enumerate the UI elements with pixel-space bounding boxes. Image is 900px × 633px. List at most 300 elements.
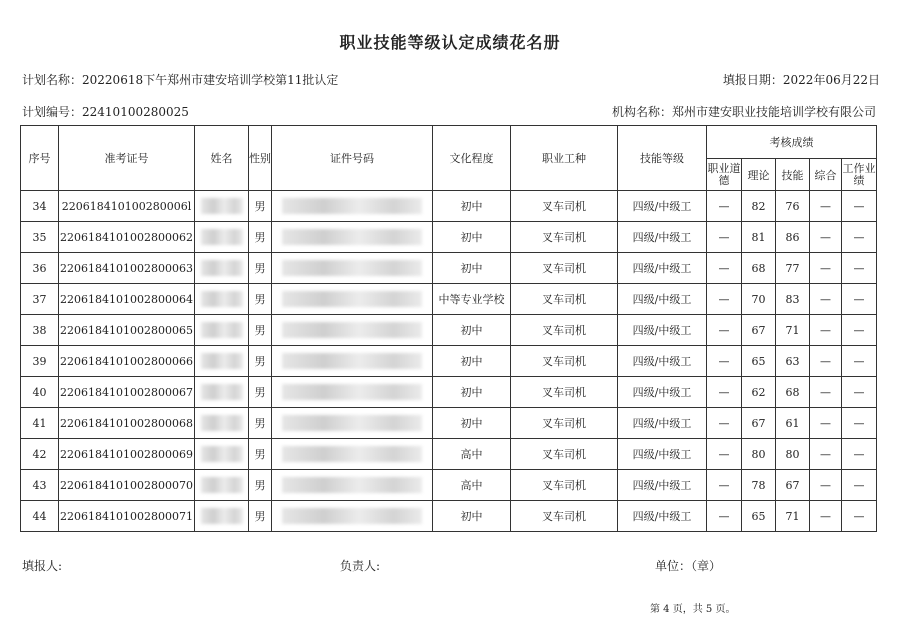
plan-number-label: 计划编号： [22,105,83,119]
cell-skill-level-text: 四级/中级工 [632,386,692,399]
cell-comprehensive-text: — [820,354,831,368]
header-occupation: 职业工种 [511,126,618,191]
header-skill-level: 技能等级 [618,126,707,191]
cell-work-performance [842,284,877,315]
table-row [21,284,877,315]
redacted-name [201,353,243,369]
table-row [21,408,877,439]
cell-name [195,439,249,470]
cell-work-performance-text: — [853,447,865,461]
cell-work-performance [842,253,877,284]
document-title: 职业技能等级认定成绩花名册 [339,33,561,52]
cell-id-no [272,284,433,315]
cell-skill [776,439,810,470]
cell-seq-text: 37 [32,292,47,306]
cell-exam-no [59,377,195,408]
cell-seq [21,253,59,284]
cell-gender [249,191,272,222]
cell-occupation [511,470,618,501]
cell-work-performance-text: — [853,478,865,492]
cell-ethics [707,253,742,284]
cell-exam-no-text: 2206184101002800069 [60,447,193,461]
cell-theory-text: 70 [751,292,766,306]
organization-value: 郑州市建安职业技能培训学校有限公司 [671,105,876,119]
cell-id-no [272,408,433,439]
header-gender: 性别 [249,126,272,191]
cell-gender [249,315,272,346]
cell-occupation [511,408,618,439]
cell-comprehensive-text: — [820,230,831,244]
cell-exam-no [59,222,195,253]
cell-education [433,501,511,532]
cell-name [195,470,249,501]
cell-theory-text: 65 [751,509,766,523]
cell-comprehensive [810,191,842,222]
cell-education [433,439,511,470]
cell-skill-level-text: 四级/中级工 [632,479,692,492]
cell-ethics [707,222,742,253]
cell-comprehensive-text: — [820,292,831,306]
cell-skill-level [618,439,707,470]
cell-exam-no [59,253,195,284]
cell-exam-no [59,470,195,501]
cell-ethics-text: — [718,447,730,461]
redacted-id [282,384,422,400]
cell-name [195,315,249,346]
cell-education-text: 初中 [460,417,483,430]
cell-comprehensive-text: — [820,509,831,523]
cell-occupation-text: 叉车司机 [542,200,586,213]
cell-education-text: 初中 [460,200,483,213]
responsible-signature: 负责人: [340,559,381,573]
cell-name [195,191,249,222]
plan-name-value: 20220618下午郑州市建安培训学校第11批认定 [82,73,339,87]
cell-ethics-text: — [718,323,730,337]
cell-id-no [272,315,433,346]
cell-theory-text: 67 [751,323,766,337]
cell-comprehensive-text: — [820,385,831,399]
cell-comprehensive [810,315,842,346]
cell-education [433,222,511,253]
cell-ethics [707,191,742,222]
header-ethics: 职业道德 [707,159,742,191]
redacted-id [282,353,422,369]
cell-education [433,191,511,222]
cell-education-text: 高中 [460,448,483,461]
cell-theory-text: 82 [751,199,766,213]
cell-skill-text: 83 [785,292,800,306]
header-comprehensive: 综合 [810,159,842,191]
cell-education-text: 初中 [460,386,483,399]
cell-seq [21,222,59,253]
redacted-id [282,415,422,431]
cell-gender-text: 男 [254,417,266,430]
cell-occupation [511,253,618,284]
cell-gender-text: 男 [254,479,266,492]
cell-skill-level-text: 四级/中级工 [632,324,692,337]
cell-work-performance [842,439,877,470]
cell-gender [249,284,272,315]
cell-skill-level [618,191,707,222]
cell-work-performance-text: — [853,292,865,306]
cell-seq [21,346,59,377]
cell-ethics [707,408,742,439]
cell-seq [21,470,59,501]
cell-education-text: 高中 [460,479,483,492]
cell-skill-level [618,346,707,377]
cell-education-text: 初中 [460,231,483,244]
cell-gender-text: 男 [254,293,266,306]
header-scores-group: 考核成绩 [707,126,877,159]
cell-ethics-text: — [718,292,730,306]
cell-occupation [511,501,618,532]
cell-education [433,315,511,346]
cell-occupation-text: 叉车司机 [542,386,586,399]
cell-theory [742,470,776,501]
plan-name [22,71,338,88]
cell-seq-text: 39 [32,354,47,368]
cell-exam-no [59,346,195,377]
cell-skill-text: 71 [785,509,800,523]
cell-skill-level-text: 四级/中级工 [632,355,692,368]
header-seq: 序号 [21,126,59,191]
cell-occupation [511,284,618,315]
cell-occupation-text: 叉车司机 [542,355,586,368]
table-row [21,191,877,222]
cell-skill-text: 61 [785,416,800,430]
cell-education-text: 初中 [460,355,483,368]
cell-occupation-text: 叉车司机 [542,262,586,275]
cell-skill-level-text: 四级/中级工 [632,200,692,213]
cell-comprehensive-text: — [820,261,831,275]
table-row [21,501,877,532]
cell-work-performance [842,408,877,439]
redacted-name [201,260,243,276]
cell-ethics [707,284,742,315]
report-date-value: 2022年06月22日 [782,73,880,87]
cell-exam-no [59,408,195,439]
cell-skill-level [618,284,707,315]
redacted-name [201,384,243,400]
cell-education [433,408,511,439]
cell-seq-text: 40 [32,385,47,399]
cell-seq-text: 43 [32,478,47,492]
cell-gender-text: 男 [254,386,266,399]
cell-theory [742,377,776,408]
cell-work-performance-text: — [853,416,865,430]
cell-skill-level [618,408,707,439]
redacted-id [282,477,422,493]
cell-comprehensive-text: — [820,478,831,492]
cell-skill [776,191,810,222]
cell-exam-no [59,284,195,315]
cell-seq [21,284,59,315]
cell-skill-level-text: 四级/中级工 [632,448,692,461]
cell-occupation-text: 叉车司机 [542,324,586,337]
cell-gender [249,439,272,470]
cell-occupation [511,315,618,346]
cell-theory-text: 65 [751,354,766,368]
cell-skill [776,253,810,284]
redacted-name [201,291,243,307]
cell-skill-level [618,470,707,501]
cell-theory-text: 80 [751,447,766,461]
cell-gender [249,222,272,253]
cell-ethics [707,346,742,377]
cell-work-performance-text: — [853,354,865,368]
cell-ethics-text: — [718,199,730,213]
organization-label: 机构名称： [611,105,672,119]
table-row [21,315,877,346]
cell-ethics-text: — [718,385,730,399]
cell-gender-text: 男 [254,510,266,523]
cell-ethics [707,501,742,532]
redacted-id [282,446,422,462]
cell-work-performance [842,222,877,253]
cell-name [195,408,249,439]
cell-comprehensive [810,253,842,284]
cell-exam-no-text: 2206184101002800068 [60,416,193,430]
cell-seq [21,408,59,439]
cell-name [195,346,249,377]
cell-work-performance [842,470,877,501]
cell-work-performance-text: — [853,323,865,337]
redacted-name [201,446,243,462]
cell-comprehensive [810,470,842,501]
cell-ethics-text: — [718,354,730,368]
table-row [21,470,877,501]
cell-skill-level-text: 四级/中级工 [632,417,692,430]
cell-skill-level-text: 四级/中级工 [632,293,692,306]
table-row [21,377,877,408]
cell-skill-text: 71 [785,323,800,337]
redacted-id [282,260,422,276]
cell-name [195,222,249,253]
cell-education [433,253,511,284]
plan-number-value: 22410100280025 [82,105,189,119]
cell-education [433,284,511,315]
cell-exam-no [59,439,195,470]
redacted-name [201,322,243,338]
cell-skill-text: 77 [785,261,800,275]
cell-exam-no-text: 2206184101002800070 [60,478,193,492]
filler-signature: 填报人: [22,559,63,573]
cell-work-performance-text: — [853,261,865,275]
cell-work-performance-text: — [853,230,865,244]
cell-work-performance [842,377,877,408]
cell-education-text: 初中 [460,262,483,275]
unit-stamp: 单位：（章） [655,559,722,573]
cell-gender-text: 男 [254,448,266,461]
redacted-name [201,477,243,493]
cell-work-performance [842,346,877,377]
cell-comprehensive [810,346,842,377]
redacted-name [201,415,243,431]
cell-name [195,284,249,315]
cell-skill-text: 63 [785,354,800,368]
cell-gender [249,408,272,439]
cell-name [195,253,249,284]
cell-work-performance [842,191,877,222]
cell-seq-text: 41 [32,416,47,430]
cell-comprehensive [810,377,842,408]
cell-skill-text: 80 [785,447,800,461]
header-skill: 技能 [776,159,810,191]
table-row [21,439,877,470]
cell-theory [742,439,776,470]
cell-gender [249,470,272,501]
cell-exam-no [59,191,195,222]
cell-ethics-text: — [718,478,730,492]
redacted-name [201,198,243,214]
cell-skill-text: 68 [785,385,800,399]
cell-gender [249,346,272,377]
cell-exam-no-text: 2206184101002800064 [60,292,193,306]
cell-education [433,470,511,501]
header-work-performance: 工作业绩 [842,159,877,191]
cell-skill [776,470,810,501]
cell-occupation [511,346,618,377]
cell-skill-level [618,501,707,532]
cell-id-no [272,377,433,408]
cell-skill-level [618,253,707,284]
cell-theory [742,346,776,377]
cell-exam-no-text: 2206184101002800065 [60,323,193,337]
cell-comprehensive-text: — [820,323,831,337]
cell-comprehensive [810,284,842,315]
cell-occupation-text: 叉车司机 [542,231,586,244]
cell-ethics [707,315,742,346]
redacted-id [282,291,422,307]
cell-seq-text: 42 [32,447,47,461]
cell-ethics-text: — [718,261,730,275]
cell-theory [742,284,776,315]
cell-comprehensive-text: — [820,199,831,213]
cell-skill [776,222,810,253]
redacted-name [201,229,243,245]
cell-skill-level-text: 四级/中级工 [632,510,692,523]
cell-seq-text: 35 [32,230,47,244]
redacted-id [282,508,422,524]
cell-occupation [511,377,618,408]
cell-id-no [272,439,433,470]
cell-id-no [272,222,433,253]
cell-exam-no-text: 2206184101002800062 [60,230,193,244]
cell-seq [21,439,59,470]
cell-exam-no-text: 2206184101002800063 [60,261,193,275]
cell-skill-level [618,377,707,408]
cell-education-text: 初中 [460,510,483,523]
cell-skill-level [618,222,707,253]
cell-theory [742,408,776,439]
cell-skill-text: 67 [785,478,800,492]
cell-gender-text: 男 [254,262,266,275]
cell-comprehensive-text: — [820,416,831,430]
cell-comprehensive [810,408,842,439]
cell-comprehensive [810,439,842,470]
cell-seq-text: 34 [32,199,47,213]
cell-gender-text: 男 [254,324,266,337]
table-row [21,253,877,284]
cell-occupation-text: 叉车司机 [542,479,586,492]
cell-work-performance [842,315,877,346]
cell-occupation-text: 叉车司机 [542,417,586,430]
cell-comprehensive-text: — [820,447,831,461]
cell-id-no [272,346,433,377]
cell-id-no [272,253,433,284]
header-education: 文化程度 [433,126,511,191]
cell-theory [742,253,776,284]
cell-exam-no [59,315,195,346]
cell-id-no [272,191,433,222]
cell-theory-text: 68 [751,261,766,275]
cell-theory-text: 81 [751,230,766,244]
cell-theory-text: 62 [751,385,766,399]
cell-occupation [511,191,618,222]
cell-name [195,501,249,532]
cell-ethics-text: — [718,509,730,523]
cell-seq [21,377,59,408]
cell-name [195,377,249,408]
cell-occupation [511,222,618,253]
report-date [723,71,880,88]
cell-exam-no-text: 220618410100280006l [61,199,192,213]
plan-name-label: 计划名称： [22,73,83,87]
cell-theory [742,191,776,222]
cell-occupation-text: 叉车司机 [542,293,586,306]
cell-skill [776,315,810,346]
cell-skill-text: 86 [785,230,800,244]
cell-skill-text: 76 [785,199,800,213]
cell-gender-text: 男 [254,355,266,368]
cell-occupation-text: 叉车司机 [542,448,586,461]
organization-name [612,103,876,120]
cell-theory [742,222,776,253]
redacted-id [282,229,422,245]
cell-comprehensive [810,501,842,532]
cell-ethics [707,377,742,408]
cell-seq-text: 36 [32,261,47,275]
redacted-name [201,508,243,524]
cell-skill-level [618,315,707,346]
cell-ethics-text: — [718,230,730,244]
cell-work-performance [842,501,877,532]
header-name: 姓名 [195,126,249,191]
cell-skill [776,501,810,532]
cell-comprehensive [810,222,842,253]
cell-occupation-text: 叉车司机 [542,510,586,523]
table-row [21,222,877,253]
cell-gender-text: 男 [254,231,266,244]
cell-skill [776,284,810,315]
cell-exam-no-text: 2206184101002800071 [60,509,193,523]
table-row [21,346,877,377]
cell-gender [249,501,272,532]
cell-gender [249,253,272,284]
cell-seq [21,315,59,346]
header-exam-no: 准考证号 [59,126,195,191]
cell-seq-text: 38 [32,323,47,337]
cell-theory [742,315,776,346]
cell-id-no [272,501,433,532]
cell-ethics [707,470,742,501]
report-date-label: 填报日期： [722,73,783,87]
cell-education [433,346,511,377]
page-number: 第 4 页，共 5 页。 [650,604,736,615]
plan-number [22,103,189,120]
cell-exam-no [59,501,195,532]
redacted-id [282,322,422,338]
